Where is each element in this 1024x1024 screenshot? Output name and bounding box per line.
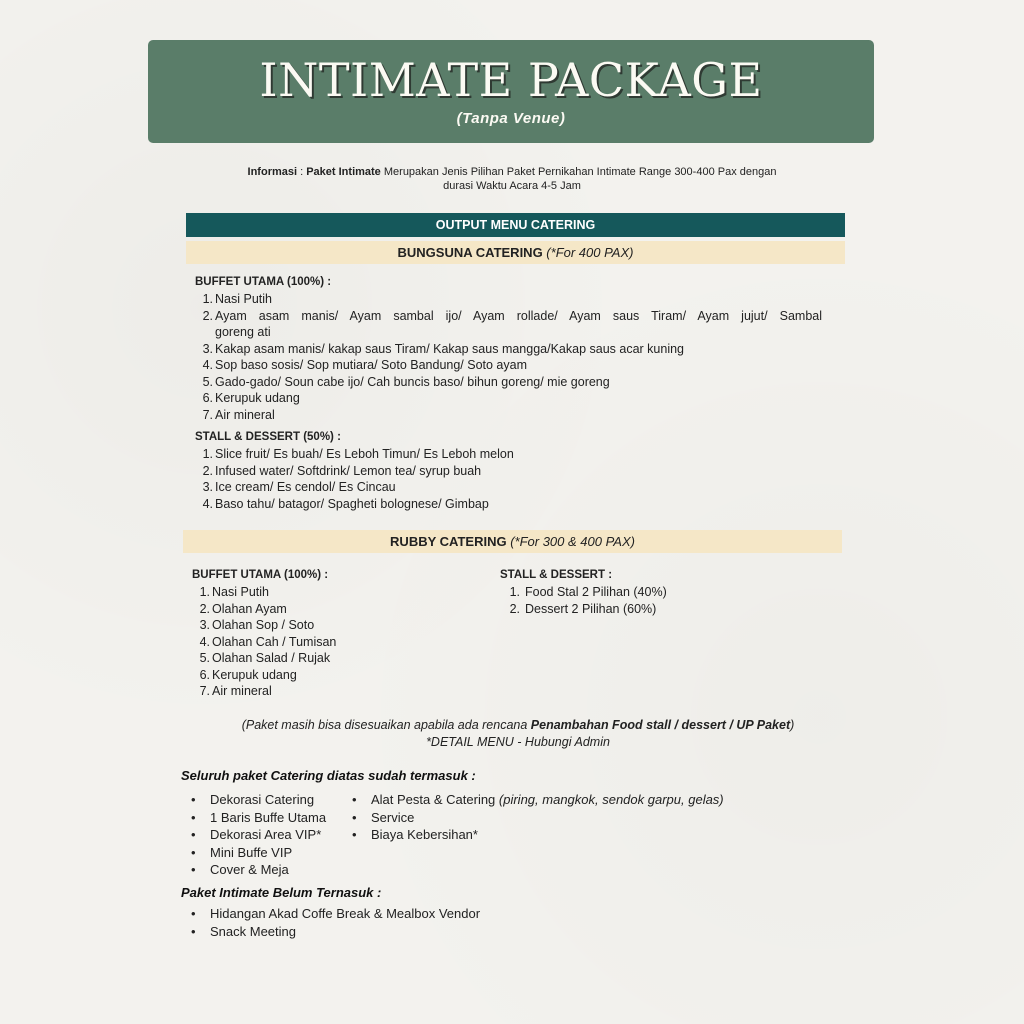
- list-item: 2. Dessert 2 Pilihan (60%): [509, 601, 657, 616]
- bungsuna-heading: [186, 241, 845, 264]
- output-menu-heading: OUTPUT MENU CATERING: [186, 213, 845, 237]
- list-item: 1. Slice fruit/ Es buah/ Es Leboh Timun/ Es Leboh melon: [202, 447, 514, 461]
- list-item: 3. Kakap asam manis/ kakap saus Tiram/ Kakap saus mangga/Kakap saus acar kuning: [202, 341, 685, 356]
- list-item: • Dekorasi Area VIP*: [191, 827, 322, 842]
- rubby-heading: [183, 530, 842, 553]
- list-item: • Mini Buffe VIP: [191, 844, 293, 860]
- list-item: 2. Olahan Ayam: [199, 601, 287, 616]
- list-item: 5. Olahan Salad / Rujak: [199, 651, 331, 665]
- list-item: 1. Nasi Putih: [199, 585, 269, 599]
- list-item: 2. Infused water/ Softdrink/ Lemon tea/ syrup buah: [202, 463, 482, 478]
- list-item: 4. Sop baso sosis/ Sop mutiara/ Soto Bandung/ Soto ayam: [202, 358, 527, 372]
- list-item: • Biaya Kebersihan*: [352, 827, 478, 842]
- note-text-c: ): [790, 718, 795, 732]
- info-bold: Paket Intimate: [306, 166, 381, 178]
- custom-note: [183, 717, 853, 751]
- info-text-1: Merupakan Jenis Pilihan Paket Pernikahan Intimate Range 300-400 Pax dengan: [380, 166, 777, 178]
- list-item: • Hidangan Akad Coffe Break & Mealbox Vendor: [191, 906, 481, 921]
- rubby-buffet-list: [190, 584, 470, 700]
- info-sep: :: [297, 166, 307, 178]
- bungsuna-stall-list: [193, 446, 822, 512]
- bungsuna-buffet-list: [193, 291, 822, 423]
- excluded-heading: Paket Intimate Belum Ternasuk :: [181, 885, 382, 900]
- note-text-a: (Paket masih bisa disesuaikan apabila ada rencana: [241, 718, 531, 732]
- included-list-left: [183, 791, 353, 879]
- rubby-buffet-heading: BUFFET UTAMA (100%) :: [192, 569, 329, 581]
- note-text-bold: Penambahan Food stall / dessert / UP Paket: [530, 718, 791, 732]
- info-text-2: durasi Waktu Acara 4-5 Jam: [443, 180, 581, 192]
- list-item: 6. Kerupuk udang: [199, 667, 297, 682]
- excluded-list: [183, 905, 583, 940]
- rubby-name: RUBBY CATERING: [390, 534, 507, 549]
- page-title: INTIMATE PACKAGE: [259, 53, 763, 107]
- rubby-stall-heading: STALL & DESSERT :: [500, 569, 613, 581]
- list-item: 5. Gado-gado/ Soun cabe ijo/ Cah buncis baso/ bihun goreng/ mie goreng: [202, 374, 610, 389]
- bungsuna-name: BUNGSUNA CATERING: [397, 245, 543, 260]
- list-item: 6. Kerupuk udang: [202, 391, 300, 405]
- list-item: • 1 Baris Buffe Utama: [191, 809, 327, 825]
- info-label: Informasi: [247, 166, 298, 178]
- list-item: 7. Air mineral: [202, 407, 275, 422]
- list-item: • Service: [352, 809, 415, 825]
- included-heading: Seluruh paket Catering diatas sudah termasuk :: [181, 768, 476, 783]
- list-item: 7. Air mineral: [199, 684, 272, 698]
- rubby-stall-list: [500, 584, 800, 617]
- list-item-continuation: goreng ati: [215, 325, 271, 339]
- list-item: • Alat Pesta & Catering (piring, mangkok, sendok garpu, gelas): [352, 792, 724, 807]
- info-text: [200, 165, 824, 193]
- list-item: • Snack Meeting: [191, 923, 296, 939]
- bungsuna-stall-heading: STALL & DESSERT (50%) :: [195, 431, 341, 443]
- list-item: 4. Olahan Cah / Tumisan: [199, 634, 337, 649]
- bungsuna-pax: (*For 400 PAX): [542, 245, 634, 260]
- rubby-pax: (*For 300 & 400 PAX): [506, 534, 635, 549]
- list-item: 1. Nasi Putih: [202, 292, 272, 306]
- list-item: • Dekorasi Catering: [191, 792, 315, 807]
- list-item: 2. Ayam asam manis/ Ayam sambal ijo/ Ayam rollade/ Ayam saus Tiram/ Ayam jujut/ Sambal: [202, 308, 822, 323]
- list-item: 1. Food Stal 2 Pilihan (40%): [509, 585, 667, 599]
- list-item: 3. Ice cream/ Es cendol/ Es Cincau: [202, 480, 396, 494]
- list-item: 4. Baso tahu/ batagor/ Spagheti bolognese/ Gimbap: [202, 496, 489, 511]
- included-list-right: [344, 791, 804, 844]
- list-item: 3. Olahan Sop / Soto: [199, 618, 315, 632]
- note-detail: *DETAIL MENU - Hubungi Admin: [426, 735, 610, 749]
- list-item: • Cover & Meja: [191, 862, 289, 877]
- bungsuna-buffet-heading: BUFFET UTAMA (100%) :: [195, 276, 332, 288]
- page-subtitle: (Tanpa Venue): [456, 110, 566, 127]
